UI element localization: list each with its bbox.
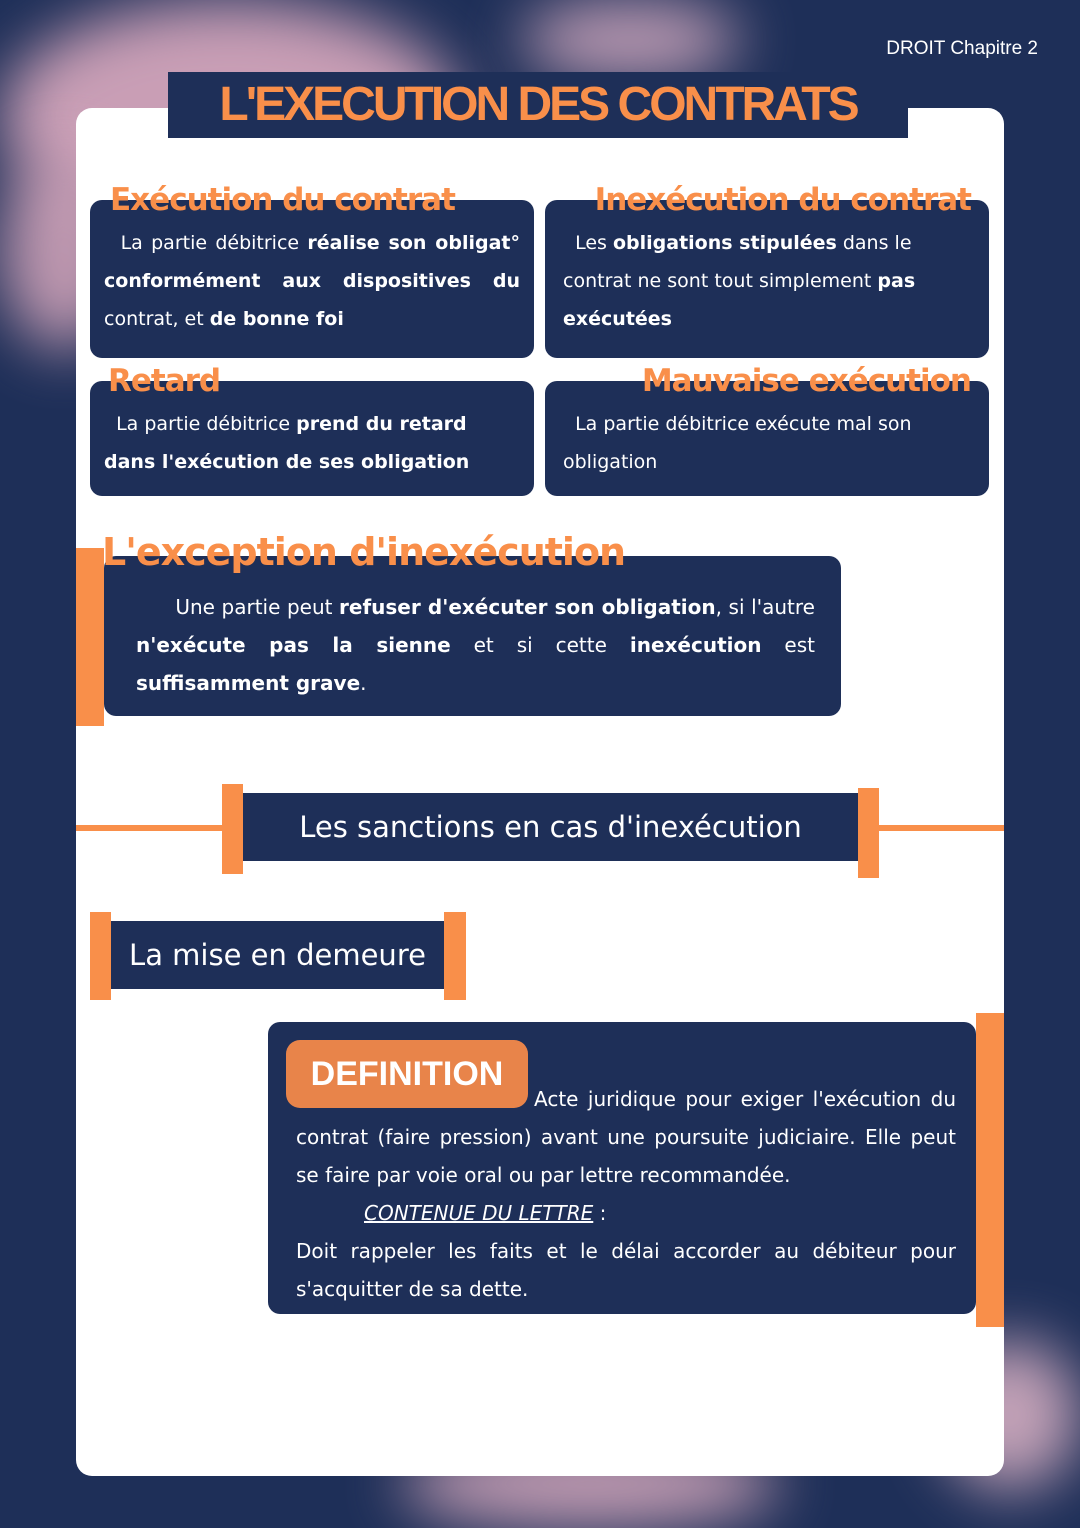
- page-title: L'EXECUTION DES CONTRATS: [168, 72, 908, 138]
- text: La partie débitrice: [104, 232, 308, 254]
- card-text: [104, 224, 527, 338]
- letter-content: Doit rappeler les faits et le délai accorder au débiteur pour s'acquitter de sa dette.: [296, 1239, 956, 1301]
- text: La partie débitrice: [104, 413, 297, 435]
- page-label: DROIT Chapitre 2: [886, 38, 1038, 59]
- text: Une partie peut: [136, 595, 340, 619]
- definition-accent-bar: [976, 1013, 1004, 1327]
- card-heading: Exécution du contrat: [110, 182, 455, 218]
- card-inexecution: [545, 182, 989, 358]
- card-heading: Inexécution du contrat: [594, 182, 971, 218]
- banner-bracket-right: [858, 788, 879, 878]
- card-mauvaise-execution: [545, 363, 989, 496]
- letter-subheading-text: CONTENUE DU LETTRE: [364, 1201, 594, 1225]
- text: dans le contrat ne sont tout simplement: [563, 232, 918, 292]
- bold-text: refuser d'exécuter son obligation: [339, 595, 716, 619]
- card-heading: Retard: [108, 363, 221, 399]
- divider-line-right: [876, 825, 1004, 831]
- card-retard: [90, 363, 534, 496]
- bold-text: obligations stipulées: [612, 232, 837, 254]
- definition-badge: DEFINITION: [286, 1040, 528, 1108]
- bold-text: n'exécute pas la sienne: [136, 633, 451, 657]
- heading-bracket-right: [444, 912, 466, 1000]
- bold-text: conformément aux dispositives du: [104, 270, 520, 292]
- card-text: [104, 405, 520, 481]
- text: est: [761, 633, 822, 657]
- text: , si l'autre: [715, 595, 822, 619]
- definition-text: Acte juridique pour exiger l'exécution du contrat (faire pression) avant une poursuite judiciaire. Elle peut se faire par voie oral ou par lettre recommandée.: [296, 1087, 956, 1187]
- watercolor-pink: [520, 0, 740, 80]
- bold-text: prend du retard dans l'exécution de ses obligation: [104, 413, 474, 473]
- text: contrat, et: [104, 270, 527, 330]
- text: et si cette: [450, 633, 630, 657]
- exception-card: [102, 530, 841, 716]
- divider-line-left: [76, 825, 226, 831]
- bold-text: suffisamment grave: [136, 671, 361, 695]
- orange-accent-bar: [76, 548, 104, 726]
- bold-text: réalise son obligat°: [307, 232, 520, 254]
- card-text: [563, 405, 975, 481]
- letter-subheading: [296, 1194, 956, 1232]
- bold-text: pas exécutées: [563, 270, 922, 330]
- colon: :: [593, 1201, 607, 1225]
- exception-text: [136, 588, 822, 702]
- mise-en-demeure-heading: La mise en demeure: [111, 921, 444, 989]
- text: .: [360, 671, 367, 695]
- card-execution: [90, 182, 534, 358]
- text: Les: [563, 232, 613, 254]
- text: La partie débitrice exécute mal son obligation: [563, 413, 918, 473]
- heading-bracket-left: [90, 912, 111, 1000]
- card-heading: Mauvaise exécution: [641, 363, 971, 399]
- sanctions-banner: Les sanctions en cas d'inexécution: [243, 793, 858, 861]
- card-text: [563, 224, 975, 338]
- bold-text: de bonne foi: [209, 308, 344, 330]
- text: [520, 232, 526, 254]
- banner-bracket-left: [222, 784, 243, 874]
- bold-text: inexécution: [629, 633, 762, 657]
- exception-heading: L'exception d'inexécution: [102, 530, 626, 574]
